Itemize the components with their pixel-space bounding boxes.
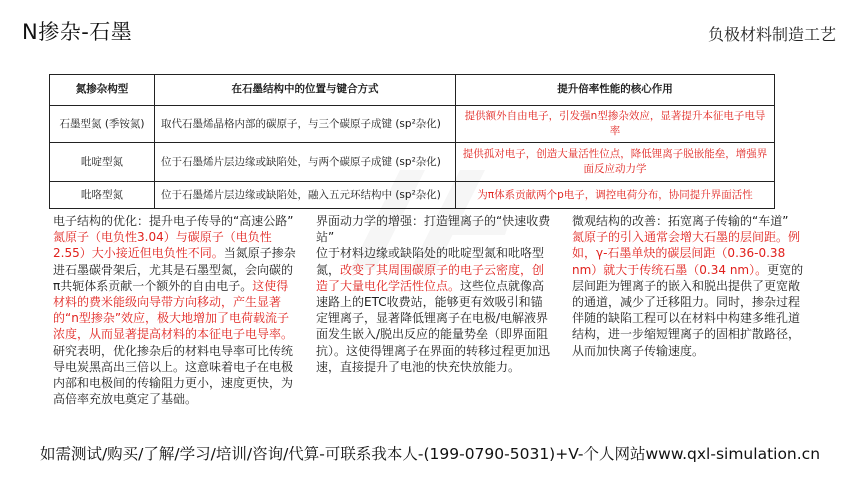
doping-types-table (49, 74, 775, 209)
interface-kinetics-column (316, 213, 552, 375)
table-row (50, 143, 775, 182)
body-text: 这些位点就像高速路上的ETC收费站，能够更有效吸引和锚定锂离子，显著降低锂离子在电极/电解液界面发生嵌入/脱出反应的能量势垒（即界面阻抗）。这使得锂离子在界面的转移过程更加迅速，直接提升了电池的快充快放能力。 (316, 278, 551, 374)
position-cell: 位于石墨烯片层边缘或缺陷处，融入五元环结构中 (sp²杂化) (155, 182, 456, 209)
highlight-text: 这使得材料的费米能级向导带方向移动，产生显著的“n型掺杂”效应，极大地增加了电荷载流子浓度，从而显著提高材料的本征电子电导率。 (53, 278, 294, 342)
table-row (50, 182, 775, 209)
column-heading: 微观结构的改善：拓宽离子传输的“车道” (572, 214, 789, 228)
electronic-structure-column (53, 213, 299, 407)
role-cell: 提供额外自由电子，引发强n型掺杂效应，显著提升本征电子电导率 (456, 106, 775, 143)
contact-footer: 如需测试/购买/了解/学习/培训/咨询/代算-可联系我本人-(199-0790-5031)+V-个人网站www.qxl-simulation.cn (39, 445, 821, 463)
table-header-row (50, 75, 775, 106)
slide-subtitle: 负极材料制造工艺 (707, 25, 836, 44)
body-text: 更宽的层间距为锂离子的嵌入和脱出提供了更宽敞的通道，减少了迁移阻力。同时，掺杂过程伴随的缺陷工程可以在材料中构建多维孔道结构，进一步缩短锂离子的固相扩散路径，从而加快离子传输速度。 (572, 262, 804, 358)
position-cell: 取代石墨烯晶格内部的碳原子，与三个碳原子成键 (sp²杂化) (155, 106, 456, 143)
role-cell: 为π体系贡献两个p电子，调控电荷分布，协同提升界面活性 (456, 182, 775, 209)
body-text: 位于材料边缘或缺陷处的吡啶型氮和吡咯型氮， (316, 246, 545, 277)
doping-type-cell: 石墨型氮 (季铵氮) (50, 106, 155, 143)
slide-title: N掺杂-石墨 (22, 20, 133, 44)
role-cell: 提供孤对电子，创造大量活性位点，降低锂离子脱嵌能垒，增强界面反应动力学 (456, 143, 775, 182)
table-header-cell: 在石墨结构中的位置与键合方式 (155, 75, 456, 106)
body-text: 当氮原子掺杂进石墨碳骨架后，尤其是石墨型氮，会向碳的π共轭体系贡献一个额外的自由电子。 (53, 246, 296, 293)
doping-type-cell: 吡啶型氮 (50, 143, 155, 182)
microstructure-column (572, 213, 808, 359)
highlight-text: 改变了其周围碳原子的电子云密度，创造了大量电化学活性位点。 (316, 262, 545, 293)
column-heading: 界面动力学的增强：打造锂离子的“快速收费站” (316, 214, 551, 245)
doping-type-cell: 吡咯型氮 (50, 182, 155, 209)
table-row (50, 106, 775, 143)
body-text: 研究表明，优化掺杂后的材料电导率可比传统导电炭黑高出三倍以上。这意味着电子在电极内部和电极间的传输阻力更小，速度更快，为高倍率充放电奠定了基础。 (53, 343, 294, 407)
highlight-text: 氮原子的引入通常会增大石墨的层间距。例如，γ-石墨单炔的碳层间距（0.36-0.38 nm）就大于传统石墨（0.34 nm）。 (572, 230, 801, 277)
table-header-cell: 氮掺杂构型 (50, 75, 155, 106)
column-heading: 电子结构的优化：提升电子传导的“高速公路” (53, 214, 294, 228)
highlight-text: 氮原子（电负性3.04）与碳原子（电负性2.55）大小接近但电负性不同。 (53, 230, 272, 261)
table-header-cell: 提升倍率性能的核心作用 (456, 75, 775, 106)
position-cell: 位于石墨烯片层边缘或缺陷处，与两个碳原子成键 (sp²杂化) (155, 143, 456, 182)
